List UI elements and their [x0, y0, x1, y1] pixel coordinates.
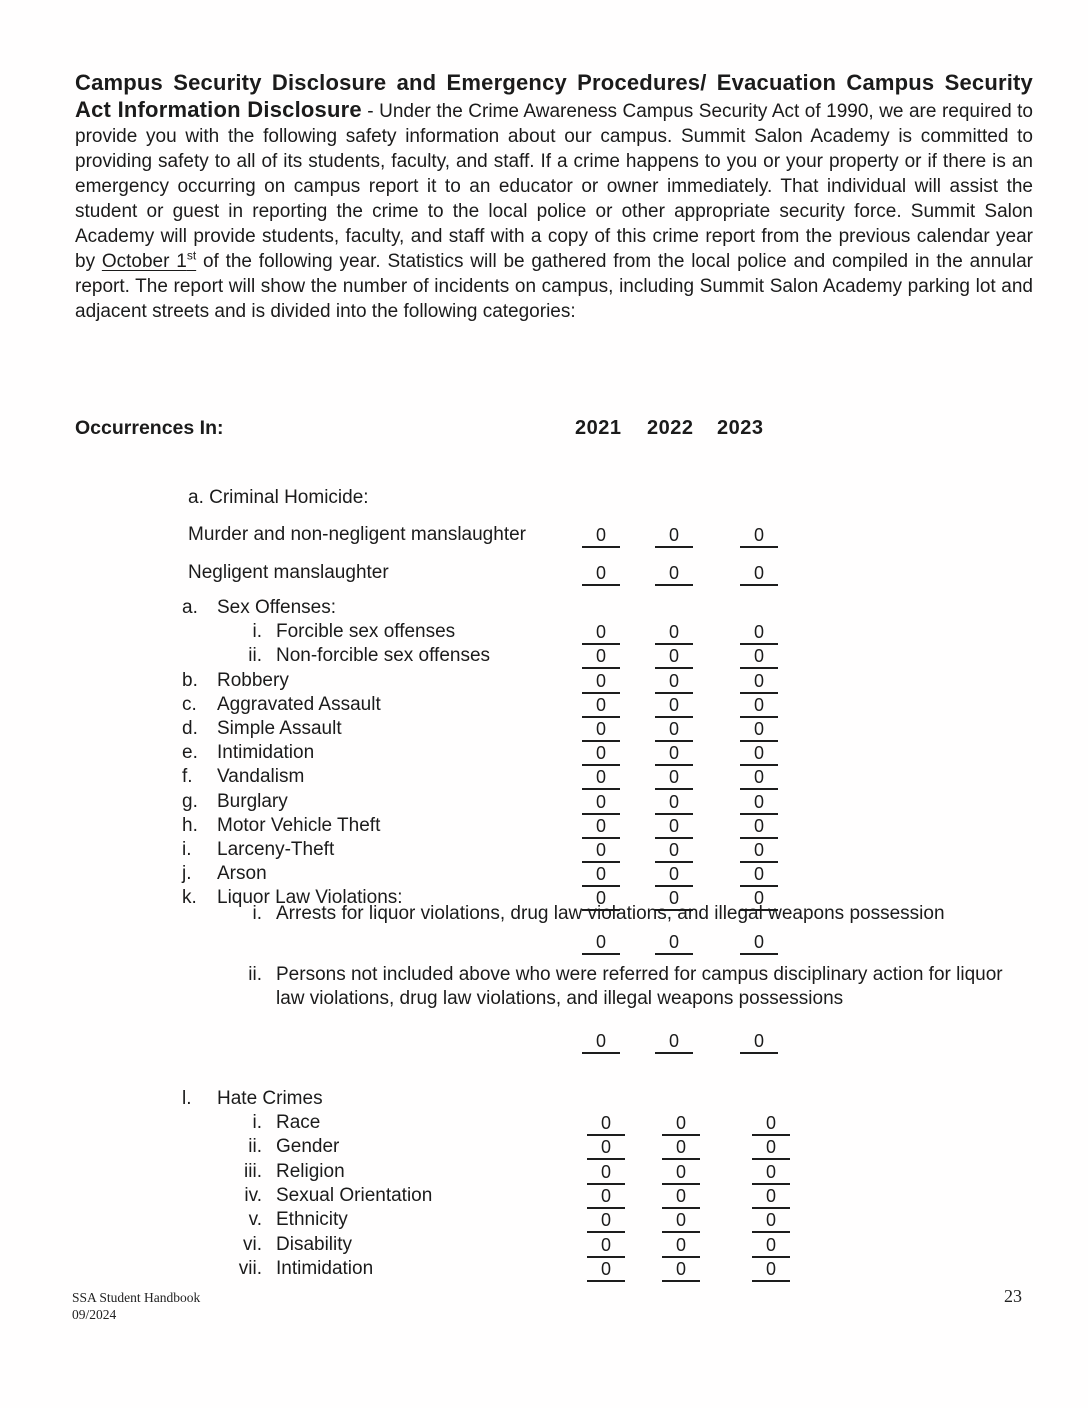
values-row — [0, 929, 1088, 959]
crime-row — [0, 1112, 1088, 1136]
crime-label: Aggravated Assault — [217, 693, 381, 715]
list-numeral: ii. — [248, 1136, 262, 1158]
value-cell: 0 — [587, 1162, 625, 1185]
crime-label: Vandalism — [217, 766, 305, 788]
crime-label: Race — [276, 1112, 321, 1134]
value-cell: 0 — [752, 1235, 790, 1258]
value-cell: 0 — [740, 1031, 778, 1054]
value-cell: 0 — [587, 1235, 625, 1258]
value-cell: 0 — [662, 1186, 700, 1209]
value-cell: 0 — [582, 1031, 620, 1054]
criminal-homicide-section — [0, 487, 1088, 600]
value-cell: 0 — [655, 695, 693, 718]
value-cell: 0 — [740, 840, 778, 863]
value-cell: 0 — [582, 767, 620, 790]
value-cell: 0 — [582, 563, 620, 586]
value-cell: 0 — [740, 743, 778, 766]
value-cell: 0 — [582, 743, 620, 766]
value-cell: 0 — [582, 816, 620, 839]
value-cell: 0 — [655, 767, 693, 790]
crime-label: Simple Assault — [217, 717, 342, 739]
criminal-homicide-heading: a. Criminal Homicide: — [188, 487, 369, 508]
crime-row — [0, 1136, 1088, 1160]
value-cell: 0 — [655, 646, 693, 669]
crime-label: Intimidation — [217, 742, 315, 764]
list-letter: g. — [182, 790, 198, 812]
value-cell: 0 — [582, 525, 620, 548]
value-cell: 0 — [655, 743, 693, 766]
crime-row — [0, 1161, 1088, 1185]
list-letter: d. — [182, 717, 198, 739]
value-cell: 0 — [752, 1113, 790, 1136]
value-cell: 0 — [655, 816, 693, 839]
offenses-section — [0, 597, 1088, 911]
crime-row — [0, 742, 1088, 766]
crime-row — [0, 562, 1088, 600]
october-1st-underline — [101, 248, 197, 272]
value-cell: 0 — [740, 525, 778, 548]
value-cell: 0 — [655, 525, 693, 548]
value-cell: 0 — [655, 719, 693, 742]
crime-row — [0, 645, 1088, 669]
intro-text-1: - Under the Crime Awareness Campus Security Act of 1990, we are required to provide you with the following safety information about our campus. Summit Salon Academy is committed to providing safety to all of its students, faculty, and staff. If a crime happens to you or your property or if there is an emergency occurring on campus report it to an educator or owner immediately. That individual will assist the student or guest in reporting the crime to the local police or other appropriate security force. Summit Salon Academy will provide students, faculty, and staff with a copy of this crime report from the previous calendar year by — [75, 101, 1033, 272]
crime-row — [0, 1234, 1088, 1258]
crime-label: Religion — [276, 1160, 345, 1182]
crime-row — [0, 815, 1088, 839]
value-cell: 0 — [740, 816, 778, 839]
value-cell: 0 — [740, 864, 778, 887]
value-cell: 0 — [740, 767, 778, 790]
list-letter: c. — [182, 693, 197, 715]
liquor-violations-subsection — [0, 903, 1088, 1058]
footer-date: 09/2024 — [72, 1307, 117, 1322]
crime-label: Persons not included above who were referred for campus disciplinary action for liquor law violations, drug law violations, and illegal weapons possessions — [276, 964, 1003, 1010]
list-numeral: v. — [248, 1209, 262, 1231]
crime-label: Non-forcible sex offenses — [276, 645, 491, 667]
list-letter: f. — [182, 766, 193, 788]
value-cell: 0 — [655, 792, 693, 815]
value-cell: 0 — [582, 646, 620, 669]
value-cell: 0 — [662, 1259, 700, 1282]
value-cell: 0 — [582, 840, 620, 863]
value-cell: 0 — [587, 1186, 625, 1209]
list-letter: e. — [182, 742, 198, 764]
crime-label: Ethnicity — [276, 1209, 348, 1231]
value-cell: 0 — [662, 1235, 700, 1258]
list-numeral: ii. — [248, 645, 262, 667]
year-column-2021: 2021 — [575, 417, 622, 439]
crime-label: Burglary — [217, 790, 288, 812]
value-cell: 0 — [587, 1210, 625, 1233]
crime-label: Motor Vehicle Theft — [217, 814, 381, 836]
value-cell: 0 — [587, 1259, 625, 1282]
value-cell: 0 — [582, 932, 620, 955]
hate-crimes-heading-row — [0, 1088, 1088, 1112]
intro-paragraph — [75, 70, 1033, 324]
value-cell: 0 — [752, 1137, 790, 1160]
page-number: 23 — [1004, 1286, 1022, 1306]
value-cell: 0 — [582, 695, 620, 718]
hate-crimes-section — [0, 1088, 1088, 1282]
value-cell: 0 — [582, 888, 620, 911]
list-numeral: iii. — [244, 1160, 262, 1182]
year-column-2022: 2022 — [647, 417, 694, 439]
value-cell: 0 — [582, 864, 620, 887]
crime-row — [0, 524, 1088, 562]
value-cell: 0 — [655, 563, 693, 586]
crime-label: Intimidation — [276, 1257, 374, 1279]
crime-label: Murder and non-negligent manslaughter — [188, 524, 526, 545]
value-cell: 0 — [740, 563, 778, 586]
value-cell: 0 — [582, 719, 620, 742]
footer-handbook-title: SSA Student Handbook — [72, 1290, 201, 1305]
list-letter: a. — [182, 597, 198, 618]
value-cell: 0 — [752, 1210, 790, 1233]
crime-label: Hate Crimes — [217, 1088, 323, 1109]
document-title: Campus Security Disclosure and Emergency Procedures/ Evacuation Campus Security Act Information Disclosure — [75, 70, 1033, 122]
crime-row — [0, 670, 1088, 694]
value-cell: 0 — [752, 1186, 790, 1209]
value-cell: 0 — [655, 840, 693, 863]
list-numeral: i. — [252, 903, 262, 924]
value-cell: 0 — [655, 864, 693, 887]
list-numeral: ii. — [248, 964, 262, 985]
crime-row — [0, 863, 1088, 887]
crime-row — [0, 1209, 1088, 1233]
crime-label: Liquor Law Violations: — [217, 887, 403, 909]
footer — [72, 1289, 200, 1323]
occurrences-heading: Occurrences In: — [75, 417, 224, 439]
list-letter: l. — [182, 1088, 192, 1109]
year-column-2023: 2023 — [717, 417, 764, 439]
value-cell: 0 — [587, 1113, 625, 1136]
value-cell: 0 — [740, 719, 778, 742]
value-cell: 0 — [740, 646, 778, 669]
value-cell: 0 — [752, 1162, 790, 1185]
crime-row — [0, 1258, 1088, 1282]
value-cell: 0 — [752, 1259, 790, 1282]
liquor-subitem — [0, 903, 1088, 929]
value-cell: 0 — [655, 1031, 693, 1054]
crime-row — [0, 791, 1088, 815]
list-letter: k. — [182, 887, 197, 909]
crime-row — [0, 766, 1088, 790]
crime-row — [0, 1185, 1088, 1209]
value-cell: 0 — [662, 1162, 700, 1185]
value-cell: 0 — [582, 792, 620, 815]
crime-label: Arrests for liquor violations, drug law violations, and illegal weapons possession — [276, 903, 945, 924]
value-cell: 0 — [662, 1137, 700, 1160]
value-cell: 0 — [655, 622, 693, 645]
ordinal-superscript: st — [186, 248, 197, 263]
value-cell: 0 — [740, 888, 778, 911]
value-cell: 0 — [740, 932, 778, 955]
value-cell: 0 — [662, 1210, 700, 1233]
crime-label: Sexual Orientation — [276, 1185, 433, 1207]
crime-label: Disability — [276, 1233, 353, 1255]
value-cell: 0 — [655, 671, 693, 694]
value-cell: 0 — [655, 932, 693, 955]
october-date: October 1 — [101, 251, 187, 272]
value-cell: 0 — [740, 671, 778, 694]
crime-label: Gender — [276, 1136, 340, 1158]
crime-row — [0, 718, 1088, 742]
crime-row — [0, 694, 1088, 718]
liquor-subitem — [0, 963, 1088, 1012]
value-cell: 0 — [655, 888, 693, 911]
crime-row — [0, 621, 1088, 645]
crime-label: Sex Offenses: — [217, 597, 336, 618]
crime-label: Larceny-Theft — [217, 838, 335, 860]
list-numeral: vi. — [243, 1233, 262, 1255]
crime-label: Forcible sex offenses — [276, 621, 456, 643]
crime-label: Negligent manslaughter — [188, 562, 389, 583]
value-cell: 0 — [582, 671, 620, 694]
crime-row — [0, 597, 1088, 621]
value-cell: 0 — [740, 792, 778, 815]
value-cell: 0 — [662, 1113, 700, 1136]
crime-label: Arson — [217, 863, 267, 885]
values-row — [0, 1028, 1088, 1058]
list-numeral: iv. — [244, 1185, 262, 1207]
crime-row — [0, 839, 1088, 863]
value-cell: 0 — [582, 622, 620, 645]
crime-label: Robbery — [217, 669, 289, 691]
list-letter: i. — [182, 838, 192, 860]
value-cell: 0 — [587, 1137, 625, 1160]
intro-text-2: of the following year. Statistics will be gathered from the local police and compiled in the annular report. The report will show the number of incidents on campus, including Summit Salon Academy parking lot and adjacent streets and is divided into the following categories: — [75, 251, 1033, 322]
list-letter: b. — [182, 669, 198, 691]
list-numeral: i. — [252, 1112, 262, 1134]
list-numeral: i. — [252, 621, 262, 643]
list-numeral: vii. — [238, 1257, 262, 1279]
list-letter: j. — [182, 863, 192, 885]
list-letter: h. — [182, 814, 198, 836]
value-cell: 0 — [740, 695, 778, 718]
value-cell: 0 — [740, 622, 778, 645]
